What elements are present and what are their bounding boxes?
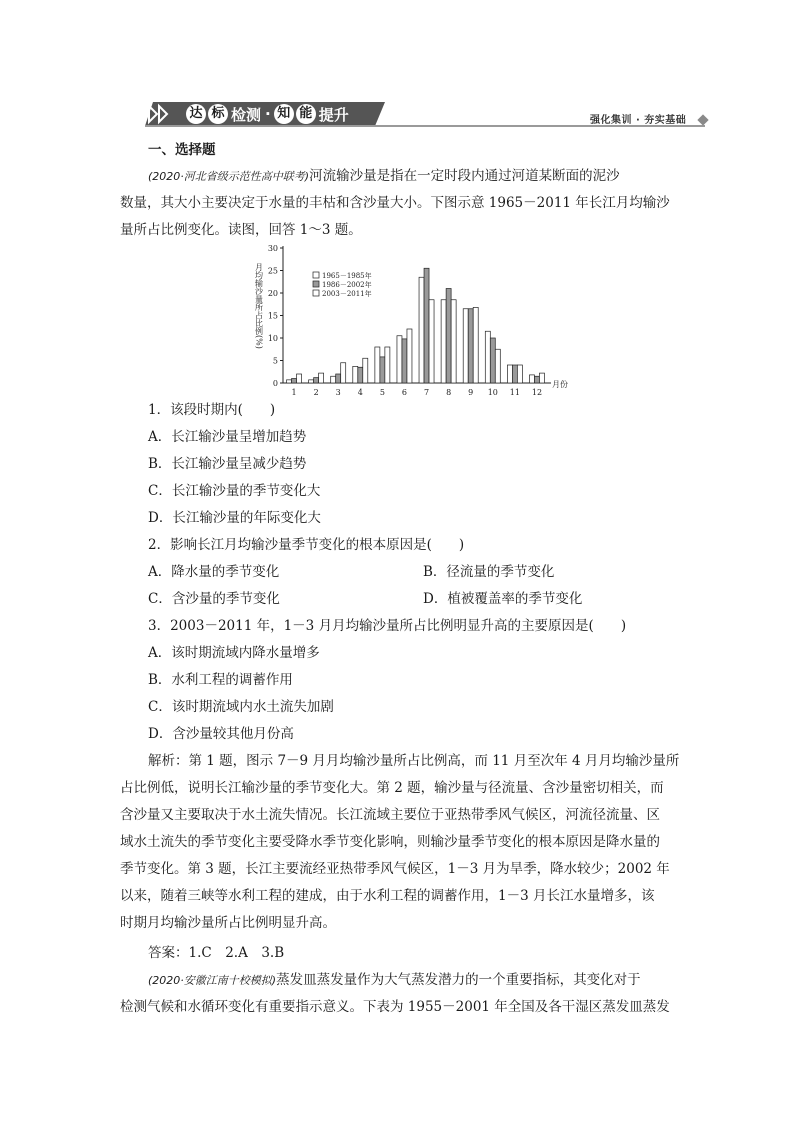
question-3-option-a: A．该时期流域内降水量增多 — [148, 645, 320, 661]
bar-2-month-1 — [292, 379, 297, 384]
bar-1-month-6 — [397, 336, 402, 383]
intro-source: (2020·河北省级示范性高中联考) — [148, 170, 310, 183]
bar-2-month-10 — [490, 338, 495, 383]
question-1-option-a: A．长江输沙量呈增加趋势 — [148, 429, 307, 445]
bar-2-month-8 — [446, 289, 451, 384]
legend-label: 2003－2011年 — [322, 290, 372, 298]
y-tick-label: 0 — [272, 379, 278, 388]
bar-3-month-6 — [407, 329, 412, 383]
x-tick-label: 3 — [335, 388, 341, 397]
bar-1-month-5 — [375, 347, 380, 383]
bar-2-month-11 — [512, 365, 517, 383]
x-tick-label: 12 — [531, 388, 543, 397]
y-tick-label: 25 — [267, 266, 278, 276]
question-2-option-c: C．含沙量的季节变化 — [148, 591, 280, 607]
section-heading: 一、选择题 — [148, 142, 216, 158]
y-tick-label: 30 — [267, 244, 278, 253]
x-axis-label: 月份 — [552, 380, 568, 389]
intro-line-2: 数量，其大小主要决定于水量的丰枯和含沙量大小。下图示意 1965－2011 年长江月均输沙 — [120, 195, 670, 211]
bar-3-month-12 — [539, 373, 544, 383]
bar-1-month-8 — [441, 300, 446, 383]
analysis-line: 域水土流失的季节变化主要受降水季节变化影响，则输沙量季节变化的根本原因是降水量的 — [120, 834, 660, 850]
x-tick-label: 11 — [509, 388, 520, 397]
bar-1-month-12 — [529, 375, 534, 383]
diamond-icon — [697, 114, 708, 125]
analysis-line: 解析：第 1 题，图示 7－9 月月均输沙量所占比例高，而 11 月至次年 4 月月均输沙量所 — [148, 753, 680, 769]
x-tick-label: 6 — [401, 388, 408, 397]
question-1-stem: 1．该段时期内( ) — [148, 402, 276, 418]
legend-label: 1965－1985年 — [322, 272, 372, 280]
banner-char: 标 — [208, 104, 228, 124]
analysis-line: 以来，随着三峡等水利工程的建成，由于水利工程的调蓄作用，1－3 月长江水量增多，该 — [120, 888, 655, 904]
question-2-option-b: B．径流量的季节变化 — [423, 564, 555, 580]
legend-swatch — [313, 290, 319, 296]
question-1-option-d: D．长江输沙量的年际变化大 — [148, 510, 321, 526]
bar-3-month-7 — [429, 300, 434, 383]
analysis-line: 时期月均输沙量所占比例明显升高。 — [120, 915, 336, 931]
bar-3-month-5 — [385, 347, 390, 383]
bar-3-month-11 — [517, 365, 522, 383]
question-1-option-b: B．长江输沙量呈减少趋势 — [148, 456, 307, 472]
bar-1-month-11 — [507, 365, 512, 383]
y-tick-label: 5 — [272, 356, 278, 366]
bar-2-month-4 — [358, 367, 363, 383]
x-tick-label: 9 — [468, 388, 474, 397]
bar-2-month-12 — [534, 376, 539, 383]
question-2-option-a: A．降水量的季节变化 — [148, 564, 280, 580]
bar-2-month-3 — [336, 374, 341, 383]
banner-char: · — [265, 105, 271, 123]
next-intro-text-1: 蒸发皿蒸发量作为大气蒸发潜力的一个重要指标，其变化对于 — [276, 972, 641, 988]
legend-swatch — [313, 281, 319, 287]
y-tick-label: 10 — [267, 334, 278, 343]
bar-3-month-10 — [495, 349, 500, 383]
intro-line-3: 量所占比例变化。读图，回答 1～3 题。 — [120, 222, 362, 238]
question-3-option-b: B．水利工程的调蓄作用 — [148, 672, 293, 688]
bar-1-month-4 — [353, 366, 358, 383]
analysis-line: 含沙量又主要取决于水土流失情况。长江流域主要位于亚热带季风气候区，河流径流量、区 — [120, 807, 660, 823]
x-tick-label: 5 — [379, 388, 385, 397]
x-tick-label: 2 — [313, 388, 319, 397]
bar-1-month-2 — [309, 380, 314, 383]
question-1-option-c: C．长江输沙量的季节变化大 — [148, 483, 321, 499]
bar-3-month-1 — [297, 374, 302, 383]
banner-char: 检测 — [231, 105, 262, 124]
bar-2-month-2 — [314, 378, 319, 383]
banner-title — [186, 103, 350, 125]
bar-2-month-6 — [402, 339, 407, 383]
answer-line: 答案：1.C 2.A 3.B — [148, 945, 285, 961]
legend-label: 1986－2002年 — [322, 281, 372, 289]
x-tick-label: 10 — [487, 388, 498, 397]
bar-1-month-7 — [419, 277, 424, 383]
bar-1-month-9 — [463, 309, 468, 383]
question-2-stem: 2．影响长江月均输沙量季节变化的根本原因是( ) — [148, 537, 465, 553]
bar-3-month-8 — [451, 300, 456, 383]
banner-char: 知 — [274, 104, 294, 124]
question-3-option-d: D．含沙量较其他月份高 — [148, 726, 294, 742]
question-3-option-c: C．该时期流域内水土流失加剧 — [148, 699, 334, 715]
analysis-line: 季节变化。第 3 题，长江主要流经亚热带季风气候区，1－3 月为旱季，降水较少；2002 年 — [120, 861, 670, 877]
legend-swatch — [313, 272, 319, 278]
question-2-option-d: D．植被覆盖率的季节变化 — [423, 591, 583, 607]
next-intro-line-2: 检测气候和水循环变化有重要指示意义。下表为 1955－2001 年全国及各干湿区蒸发皿蒸发 — [120, 999, 670, 1015]
bar-3-month-9 — [473, 307, 478, 383]
banner-subtitle: 强化集训 · 夯实基础 — [590, 115, 687, 126]
bar-1-month-1 — [287, 380, 292, 383]
bar-3-month-2 — [319, 373, 324, 383]
intro-text-1: 河流输沙量是指在一定时段内通过河道某断面的泥沙 — [309, 168, 620, 184]
sediment-bar-chart — [250, 240, 580, 400]
banner-char: 达 — [186, 104, 206, 124]
bar-1-month-10 — [485, 331, 490, 383]
y-tick-label: 20 — [267, 289, 278, 298]
banner-char: 提升 — [318, 105, 349, 124]
bar-1-month-3 — [331, 376, 336, 383]
x-tick-label: 1 — [291, 388, 297, 397]
bar-3-month-4 — [363, 358, 368, 383]
y-tick-label: 15 — [267, 311, 278, 321]
bar-3-month-3 — [341, 363, 346, 383]
next-intro-line-1 — [148, 971, 641, 990]
next-intro-source: (2020·安徽江南十校模拟) — [148, 974, 277, 987]
bar-2-month-5 — [380, 357, 385, 383]
bar-2-month-9 — [468, 309, 473, 383]
question-3-stem: 3．2003－2011 年，1－3 月月均输沙量所占比例明显升高的主要原因是( ) — [148, 618, 627, 634]
x-tick-label: 7 — [423, 388, 430, 397]
x-tick-label: 4 — [357, 388, 363, 397]
y-axis-label: 月均输沙量所占比例(%) — [254, 263, 264, 349]
bar-2-month-7 — [424, 268, 429, 383]
x-tick-label: 8 — [446, 388, 452, 397]
banner-char: 能 — [296, 104, 316, 124]
analysis-line: 占比例低，说明长江输沙量的季节变化大。第 2 题，输沙量与径流量、含沙量密切相关，而 — [120, 780, 664, 796]
intro-line-1 — [148, 167, 620, 186]
